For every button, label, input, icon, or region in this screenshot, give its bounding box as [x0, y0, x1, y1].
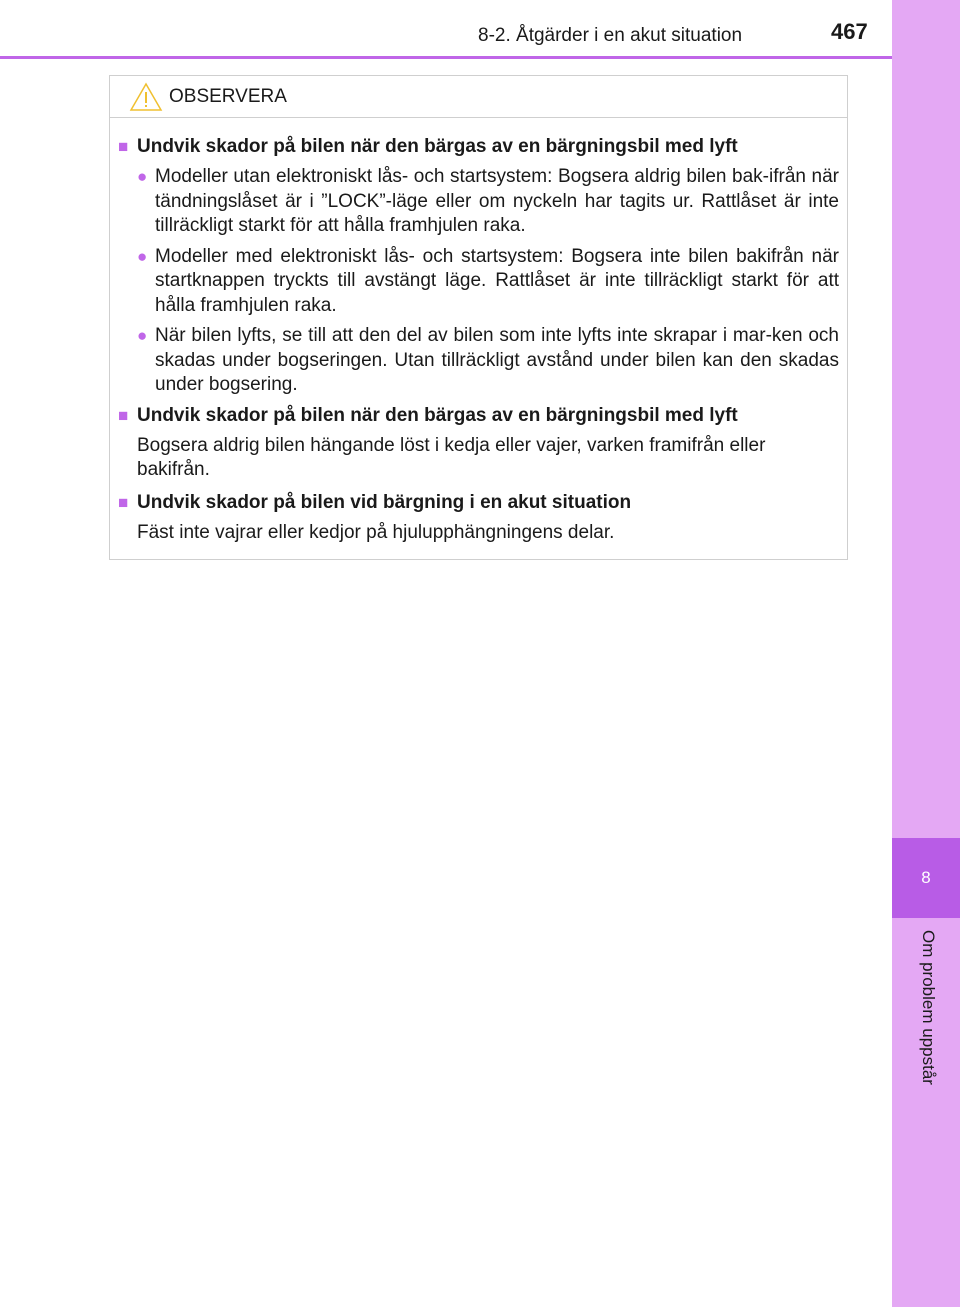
- chapter-number-box: [892, 838, 960, 918]
- round-bullet-icon: ●: [137, 326, 148, 345]
- side-tab: [892, 0, 960, 1307]
- list-item: ● När bilen lyfts, se till att den del av bilen som inte lyfts inte skrapar i mar-ken och skadas under bogseringen. Utan tillräckligt avstånd under bilen kan den skadas under bogsering.: [137, 325, 839, 395]
- section-title: 8-2. Åtgärder i en akut situation: [478, 25, 743, 46]
- warning-triangle-icon: [129, 82, 163, 112]
- section-paragraph: Fäst inte vajrar eller kedjor på hjulupphängningens delar.: [137, 521, 615, 543]
- list-item: ● Modeller med elektroniskt lås- och startsystem: Bogsera inte bilen bakifrån när startknappen tryckts till avstängt läge. Rattlåset är inte tillräckligt starkt för att hålla framhjulen raka.: [137, 245, 839, 316]
- caution-header: [110, 76, 847, 118]
- section-paragraph: Bogsera aldrig bilen hängande löst i kedja eller vajer, varken framifrån eller bakifrån.: [137, 434, 766, 480]
- chapter-title: Om problem uppstår: [919, 930, 938, 1085]
- header-divider: [0, 56, 892, 59]
- caution-box: [109, 75, 848, 560]
- chapter-number: 8: [921, 868, 931, 887]
- caution-body: [110, 118, 847, 545]
- section-heading: ■ Undvik skador på bilen när den bärgas av en bärgningsbil med lyft: [118, 404, 738, 426]
- page-number: 467: [831, 19, 868, 44]
- square-bullet-icon: ■: [118, 405, 129, 425]
- round-bullet-icon: ●: [137, 167, 148, 186]
- section-heading: ■ Undvik skador på bilen när den bärgas av en bärgningsbil med lyft: [118, 136, 738, 157]
- section-heading: ■ Undvik skador på bilen vid bärgning i en akut situation: [118, 491, 632, 513]
- square-bullet-icon: ■: [118, 492, 129, 512]
- caution-title: OBSERVERA: [169, 85, 287, 107]
- list-item: ● Modeller utan elektroniskt lås- och startsystem: Bogsera aldrig bilen bak-ifrån när tändningslåset är i ”LOCK”-läge eller om nyckeln har tagits ur. Rattlåset är inte tillräckligt starkt för att hålla framhjulen raka.: [137, 166, 839, 236]
- round-bullet-icon: ●: [137, 246, 148, 266]
- square-bullet-icon: ■: [118, 137, 129, 156]
